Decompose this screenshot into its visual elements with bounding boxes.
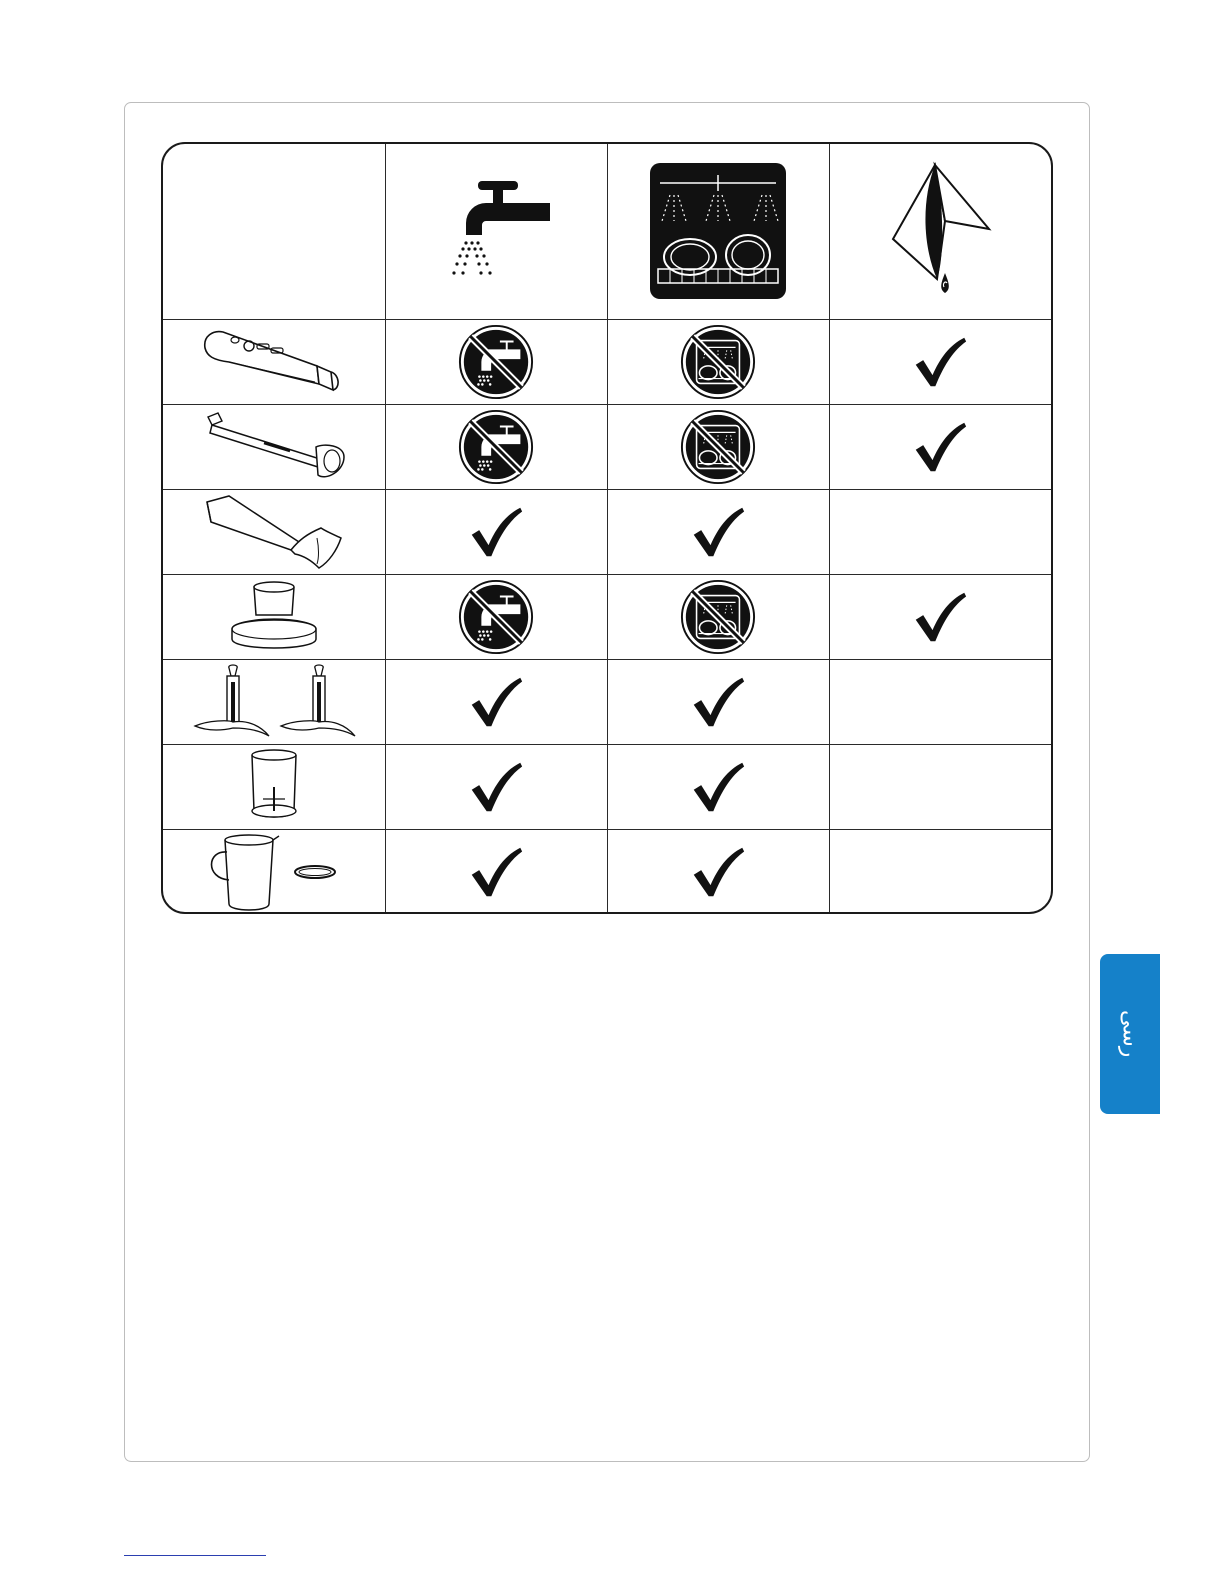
dishwasher-cell xyxy=(607,404,829,489)
check-icon xyxy=(468,844,524,900)
beaker-and-seal-icon xyxy=(199,832,349,912)
check-icon xyxy=(690,844,746,900)
motor-unit-icon xyxy=(199,322,349,402)
cloth-cell xyxy=(829,659,1051,744)
dishwasher-cell xyxy=(607,574,829,659)
chopper-lid-icon xyxy=(224,577,324,657)
table-row xyxy=(163,574,1051,659)
no-tap-wash-icon xyxy=(457,578,535,656)
tap-cell xyxy=(385,489,607,574)
tap-cell xyxy=(385,404,607,489)
whisk-coupler-icon xyxy=(194,407,354,487)
dishwasher-icon xyxy=(648,161,788,301)
cloth-cell xyxy=(829,574,1051,659)
table-header-row xyxy=(163,144,1051,319)
cloth-cell xyxy=(829,489,1051,574)
part-cell xyxy=(163,659,385,744)
table-row xyxy=(163,659,1051,744)
check-icon xyxy=(690,504,746,560)
dishwasher-cell xyxy=(607,319,829,404)
tap-water-icon xyxy=(436,171,556,291)
part-cell xyxy=(163,319,385,404)
table-row xyxy=(163,489,1051,574)
tap-cell xyxy=(385,574,607,659)
language-tab-label: ﺭﺳﯽ xyxy=(1117,1010,1143,1058)
tap-cell xyxy=(385,829,607,914)
no-dishwasher-icon xyxy=(679,578,757,656)
check-icon xyxy=(468,674,524,730)
no-dishwasher-icon xyxy=(679,323,757,401)
header-empty-cell xyxy=(163,144,385,319)
damp-cloth-icon xyxy=(885,161,995,301)
part-cell xyxy=(163,404,385,489)
cloth-cell xyxy=(829,744,1051,829)
header-cloth-cell xyxy=(829,144,1051,319)
check-icon xyxy=(468,759,524,815)
check-icon xyxy=(468,504,524,560)
dishwasher-cell xyxy=(607,744,829,829)
no-tap-wash-icon xyxy=(457,323,535,401)
chopper-bowl-icon xyxy=(239,747,309,827)
part-cell xyxy=(163,744,385,829)
part-cell xyxy=(163,574,385,659)
cleaning-table xyxy=(161,142,1053,914)
dishwasher-cell xyxy=(607,829,829,914)
chopper-blades-icon xyxy=(189,662,359,742)
table-row xyxy=(163,404,1051,489)
part-cell xyxy=(163,829,385,914)
footer-rule xyxy=(124,1555,266,1556)
check-icon xyxy=(690,759,746,815)
no-tap-wash-icon xyxy=(457,408,535,486)
cloth-cell xyxy=(829,404,1051,489)
check-icon xyxy=(912,589,968,645)
tap-cell xyxy=(385,659,607,744)
header-dishwasher-cell xyxy=(607,144,829,319)
part-cell xyxy=(163,489,385,574)
tap-cell xyxy=(385,319,607,404)
dishwasher-cell xyxy=(607,489,829,574)
language-tab[interactable] xyxy=(1100,954,1160,1114)
dishwasher-cell xyxy=(607,659,829,744)
check-icon xyxy=(912,419,968,475)
check-icon xyxy=(912,334,968,390)
header-tap-cell xyxy=(385,144,607,319)
no-dishwasher-icon xyxy=(679,408,757,486)
table-row xyxy=(163,319,1051,404)
table-row xyxy=(163,829,1051,914)
cloth-cell xyxy=(829,319,1051,404)
tap-cell xyxy=(385,744,607,829)
blender-bar-icon xyxy=(199,492,349,572)
cloth-cell xyxy=(829,829,1051,914)
check-icon xyxy=(690,674,746,730)
table-row xyxy=(163,744,1051,829)
